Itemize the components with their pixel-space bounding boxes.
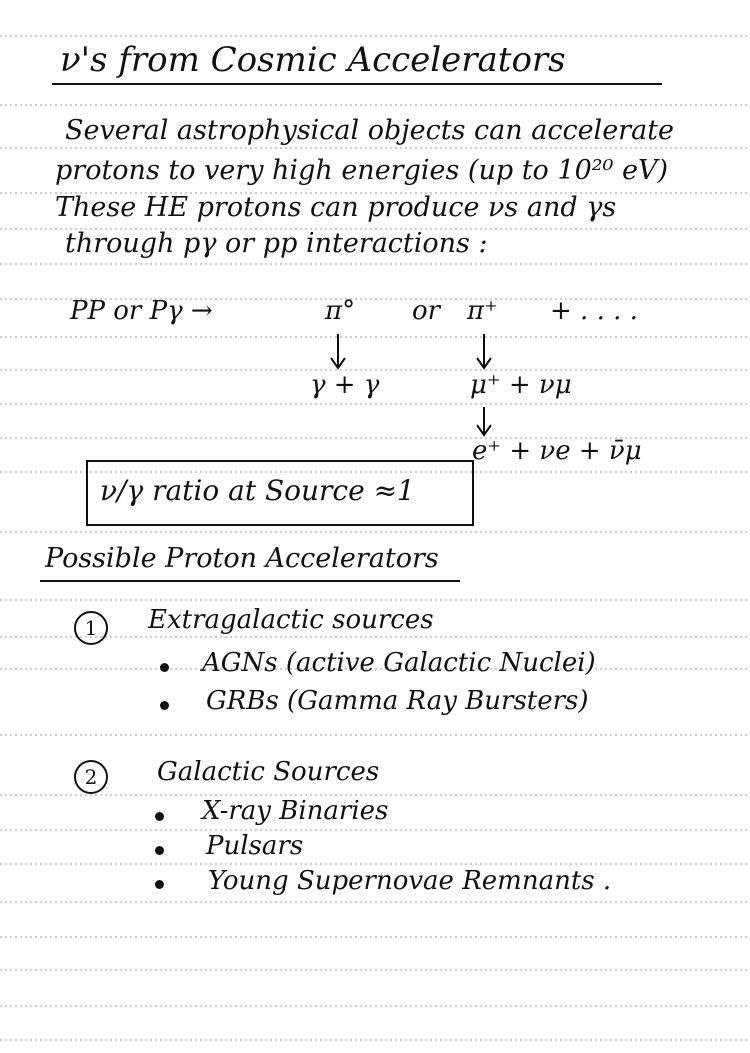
pi-zero-decay-arrow-icon (328, 332, 348, 372)
muon-decay-arrow-icon (474, 405, 494, 439)
section-title: Possible Proton Accelerators (45, 543, 439, 574)
muon-decay-products: e⁺ + νe + ν̄μ (472, 436, 642, 466)
list-item-grbs: GRBs (Gamma Ray Bursters) (206, 686, 589, 716)
intro-line-4: through pγ or pp interactions : (65, 228, 488, 259)
bullet-icon (160, 701, 169, 710)
intro-line-1: Several astrophysical objects can accelerate (65, 115, 675, 146)
reaction-initial-state: PP or Pγ → (70, 296, 213, 326)
list-item-agns: AGNs (active Galactic Nuclei) (202, 648, 596, 678)
intro-line-3: These HE protons can produce νs and γs (55, 192, 617, 223)
title-underline (52, 83, 662, 85)
reaction-pi-zero: π° (325, 296, 356, 326)
group-number-1: 1 (74, 611, 108, 645)
pi-zero-decay-products: γ + γ (310, 370, 380, 400)
list-item-pulsars: Pulsars (206, 831, 304, 861)
section-underline (40, 580, 460, 582)
pi-plus-decay-products: μ⁺ + νμ (470, 370, 572, 400)
list-item-xray-binaries: X-ray Binaries (202, 796, 389, 826)
bullet-icon (155, 880, 164, 889)
reaction-or: or (412, 296, 441, 326)
ratio-text: ν/γ ratio at Source ≈1 (100, 474, 415, 507)
page-title: ν's from Cosmic Accelerators (60, 40, 566, 80)
bullet-icon (155, 846, 164, 855)
intro-line-2: protons to very high energies (up to 10²⁰ eV) (55, 155, 668, 186)
bullet-icon (155, 812, 164, 821)
pi-plus-decay-arrow-icon (474, 332, 494, 372)
group-heading-extragalactic: Extragalactic sources (148, 605, 434, 635)
reaction-pi-plus: π⁺ (467, 296, 498, 326)
bullet-icon (160, 663, 169, 672)
reaction-etc: + . . . . (550, 296, 638, 326)
group-heading-galactic: Galactic Sources (157, 757, 380, 787)
list-item-supernovae: Young Supernovae Remnants . (208, 866, 612, 896)
boxed-ratio-result (86, 460, 474, 526)
group-number-2: 2 (74, 760, 108, 794)
